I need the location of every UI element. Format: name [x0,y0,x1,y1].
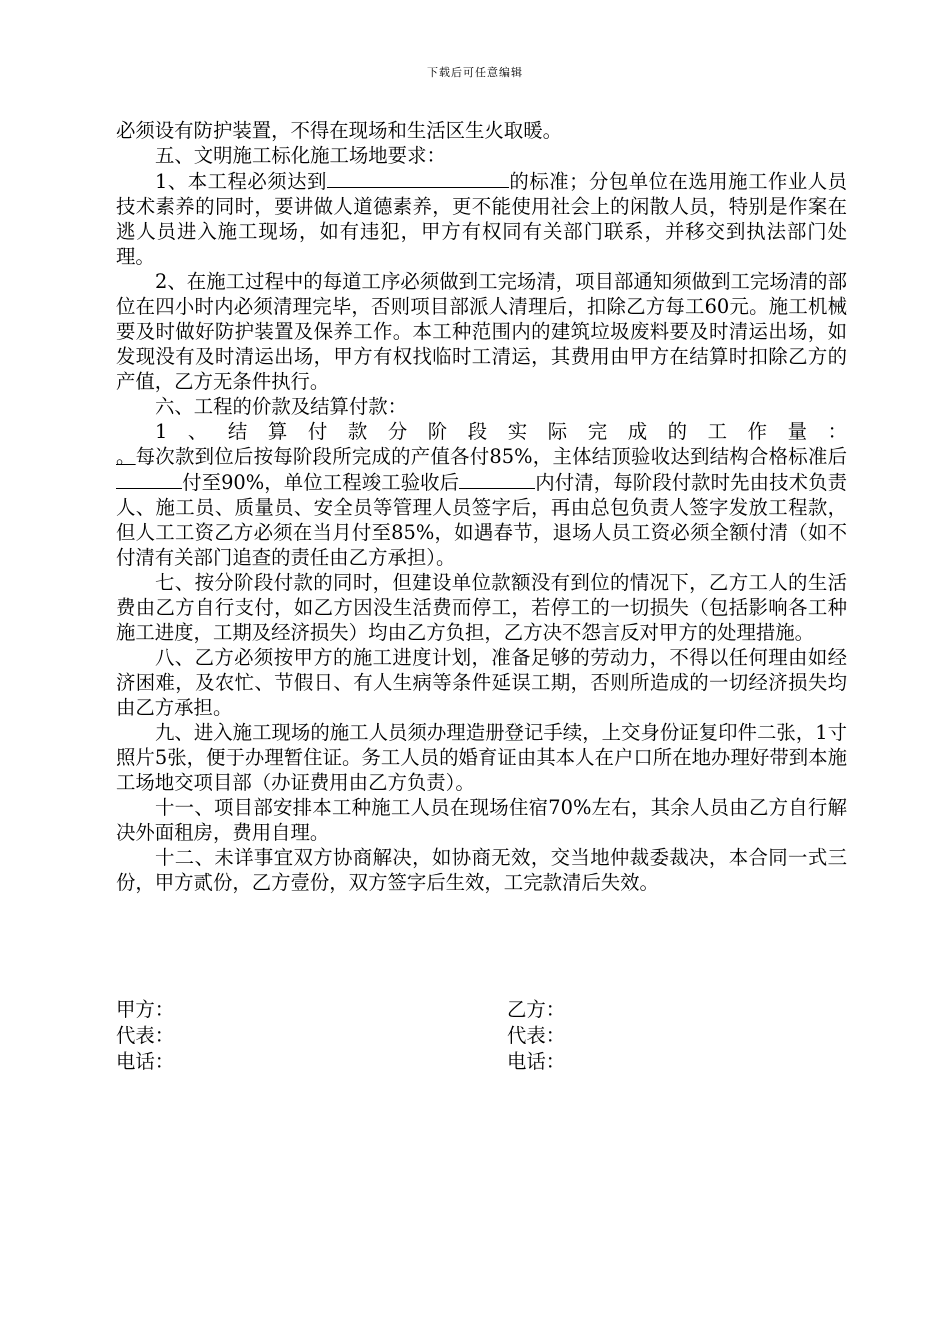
paragraph: 九、进入施工现场的施工人员须办理造册登记手续，上交身份证复印件二张，1寸照片5张，便于办理暂住证。务工人员的婚育证由其本人在户口所在地办理好带到本施工场地交项目部（办证费用由乙方负责）。 [116,721,847,794]
fill-in-blank [327,168,509,188]
page-header: 下载后可任意编辑 [427,66,523,79]
fill-in-blank [116,469,182,489]
party-a-representative: 代表： [116,1024,175,1047]
document-body [116,118,847,895]
party-a-phone: 电话： [116,1050,175,1073]
party-a-label: 甲方： [116,998,175,1021]
paragraph-text: 每次款到位后按每阶段所完成的产值各付85%，主体结顶验收达到结构合格标准后 [135,445,847,468]
paragraph-title: 1、结算付款分阶段实际完成的工作量： [155,420,847,443]
paragraph: 十一、项目部安排本工种施工人员在现场住宿70%左右，其余人员由乙方自行解决外面租房，费用自理。 [116,796,847,844]
paragraph: 八、乙方必须按甲方的施工进度计划，准备足够的劳动力，不得以任何理由如经济困难，及农忙、节假日、有人生病等条件延误工期，否则所造成的一切经济损失均由乙方承担。 [116,646,847,719]
paragraph: 七、按分阶段付款的同时，但建设单位款额没有到位的情况下，乙方工人的生活费由乙方自行支付，如乙方因没生活费而停工，若停工的一切损失（包括影响各工种施工进度，工期及经济损失）均由乙方负担，乙方决不怨言反对甲方的处理措施。 [116,571,847,644]
paragraph-text: 的标准；分包单位在选用施工作业人员技术素养的同时，要讲做人道德素养，更不能使用社会上的闲散人员，特别是作案在逃人员进入施工现场，如有违犯，甲方有权同有关部门联系，并移交到执法部门处理。 [116,170,848,268]
section-heading: 五、文明施工标化施工场地要求： [155,144,446,167]
paragraph: 必须设有防护装置，不得在现场和生活区生火取暖。 [116,119,562,142]
section-heading: 六、工程的价款及结算付款： [155,395,408,418]
paragraph-text: 1、本工程必须达到 [155,170,327,193]
party-b-phone: 电话： [507,1050,566,1073]
party-b-signature-block [507,997,565,1075]
party-b-representative: 代表： [507,1024,566,1047]
party-a-signature-block [116,997,174,1075]
paragraph-text: 内付清，每阶段付款时先由技术负责人、施工员、质量员、安全员等管理人员签字后，再由总包负责人签字发放工程款，但人工工资乙方必须在当月付至85%，如遇春节，退场人员工资必须全额付清（如不付清有关部门追查的责任由乙方承担）。 [116,471,847,569]
fill-in-blank [459,469,535,489]
party-b-label: 乙方： [507,998,566,1021]
paragraph: 2、在施工过程中的每道工序必须做到工完场清，项目部通知须做到工完场清的部位在四小时内必须清理完毕，否则项目部派人清理后，扣除乙方每工60元。施工机械要及时做好防护装置及保养工作。本工种范围内的建筑垃圾废料要及时清运出场，如发现没有及时清运出场，甲方有权找临时工清运，其费用由甲方在结算时扣除乙方的产值，乙方无条件执行。 [116,270,847,393]
paragraph [116,168,847,269]
underlined-mark: 。 [116,445,136,468]
paragraph: 十二、未详事宜双方协商解决，如协商无效，交当地仲裁委裁决，本合同一式三份，甲方贰份，乙方壹份，双方签字后生效，工完款清后失效。 [116,846,847,894]
paragraph-text: 付至90%，单位工程竣工验收后 [182,471,460,494]
paragraph [116,444,847,570]
